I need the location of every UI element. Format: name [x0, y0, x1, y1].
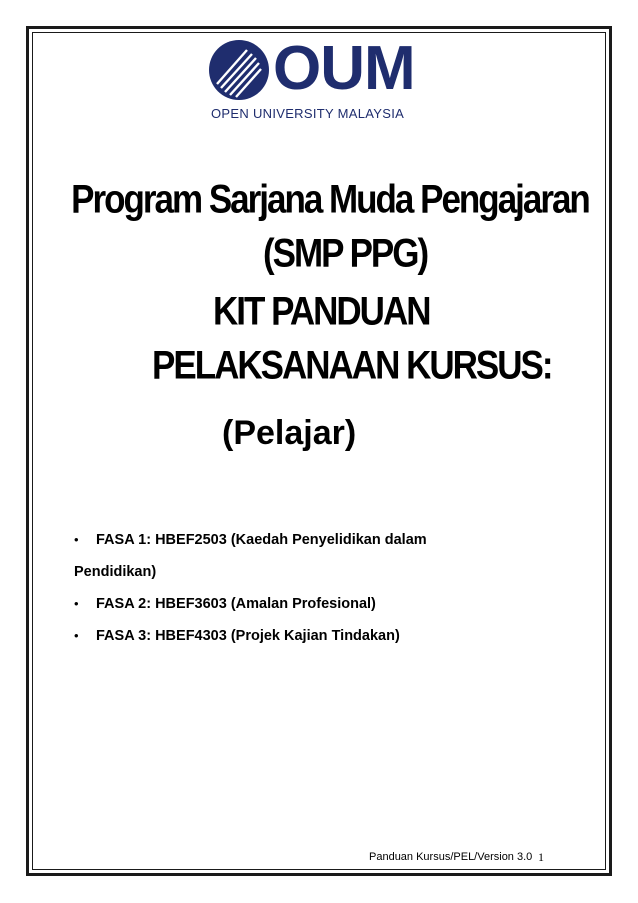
- globe-icon: [207, 38, 271, 102]
- page-number: 1: [538, 850, 544, 864]
- title-line-1: Program Sarjana Muda Pengajaran: [71, 177, 589, 222]
- list-item: [74, 588, 427, 620]
- bullet-icon: •: [74, 596, 79, 611]
- title-line-2: (SMP PPG): [263, 231, 428, 276]
- bullet-icon: •: [74, 628, 79, 643]
- logo-subtitle: OPEN UNIVERSITY MALAYSIA: [211, 106, 405, 121]
- phase-list: [74, 524, 427, 652]
- list-item: [74, 620, 427, 652]
- phase-3-label: FASA 3: HBEF4303 (Projek Kajian Tindakan): [96, 628, 400, 644]
- oum-logo: [205, 34, 435, 124]
- logo-wordmark: OUM: [273, 34, 415, 103]
- title-line-3: KIT PANDUAN: [213, 289, 430, 334]
- phase-1-line-1: FASA 1: HBEF2503 (Kaedah Penyelidikan dalam: [96, 532, 427, 548]
- title-line-4: PELAKSANAAN KURSUS:: [152, 343, 552, 388]
- phase-1-line-2: Pendidikan): [74, 564, 157, 580]
- footer-version: Panduan Kursus/PEL/Version 3.0: [369, 851, 533, 863]
- audience-subtitle: (Pelajar): [222, 414, 357, 452]
- phase-2-label: FASA 2: HBEF3603 (Amalan Profesional): [96, 596, 376, 612]
- list-item: [74, 524, 427, 588]
- bullet-icon: •: [74, 532, 79, 547]
